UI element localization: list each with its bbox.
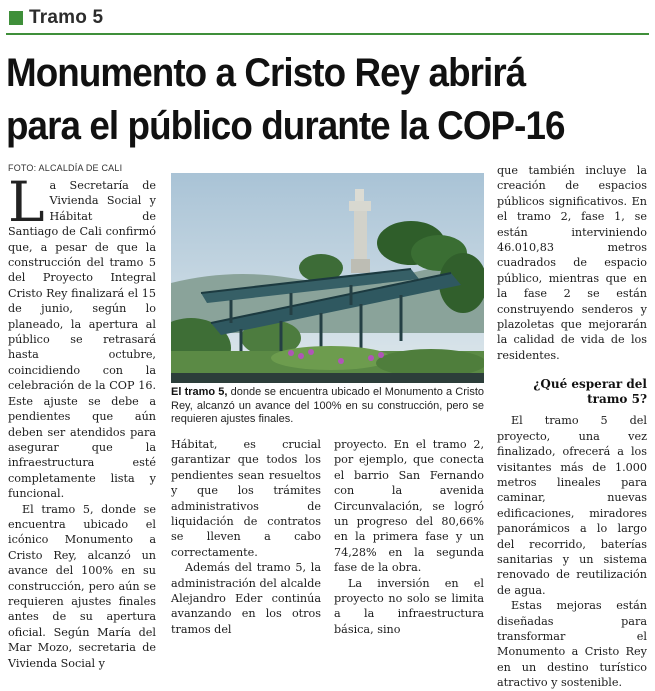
monument-illustration: [171, 173, 484, 383]
article-paragraph: Estas mejoras están diseñadas para transformar el Monumento a Cristo Rey en un destino turístico atractivo y sostenible.: [497, 599, 647, 690]
article-paragraph: Además del tramo 5, la administración del alcalde Alejandro Eder continúa avanzando en los otros tramos del: [171, 561, 321, 636]
article-paragraph: El tramo 5 del proyecto, una vez finalizado, ofrecerá a los visitantes más de 1.000 metros lineales para caminar, nuevas edificaciones, miradores panorámicos a lo largo del recorrido, baterías sanitarias y un sistema renovado de reutilización de agua.: [497, 414, 647, 597]
caption-text: donde se encuentra ubicado el Monumento a Cristo Rey, alcanzó un avance del 100% en su construcción, pero se requieren ajustes finales.: [171, 386, 485, 425]
article-column-1: [8, 170, 156, 671]
article-paragraph: El tramo 5, donde se encuentra ubicado el icónico Monumento a Cristo Rey, alcanzó un avance del 100% en su construcción, pero aún se requieren ajustes finales antes de su apertura oficial. Según María del Mar Mozo, secretaria de Vivienda Social y: [8, 502, 156, 670]
headline-line-1: Monumento a Cristo Rey abrirá: [6, 51, 526, 95]
article-column-3: [334, 437, 484, 637]
paragraph-text: a Secretaría de Vivienda Social y Hábitat de Santiago de Cali confirmó que, a pesar de que la construcción del tramo 5 del Proyecto Integral Cristo Rey finalizará el 15 de junio, según lo planeado, la apertura al público se retrasará hasta octubre, coincidiendo con la celebración de la COP 16. Este ajuste se debe a pendientes que aún deben ser atendidos para asegurar que la infraestructura esté completamente lista y funcional.: [8, 179, 156, 501]
headline: [6, 47, 599, 153]
article-paragraph: proyecto. En el tramo 2, por ejemplo, que conecta el barrio San Fernando con la avenida Circunvalación, se logró un progreso del 80,66% en la primera fase y un 74,28% en la segunda fase de la obra.: [334, 438, 484, 575]
photo-caption: [171, 386, 484, 427]
article-column-4: [497, 163, 647, 691]
drop-cap: L: [8, 170, 45, 234]
article-subhead: ¿Qué esperar del tramo 5?: [533, 377, 647, 407]
headline-line-2: para el público durante la COP-16: [6, 104, 565, 148]
photo-block: [171, 173, 484, 430]
monument-photo: [171, 173, 484, 383]
article-paragraph: que también incluye la creación de espacios públicos significativos. En el tramo 2, fase 1, se están interviniendo 46.010,83 metros cuadrados de espacio público, mientras que en la fase 2 se están construyendo senderos y plazoletas que mejorarán la calidad de vida de los residentes.: [497, 164, 647, 362]
section-label: Tramo 5: [29, 7, 104, 28]
caption-lead: El tramo 5,: [171, 386, 228, 398]
article-paragraph: La inversión en el proyecto no solo se limita a la infraestructura básica, sino: [334, 576, 484, 636]
header-rule: [6, 33, 649, 35]
section-tag: [9, 7, 103, 29]
photo-credit: FOTO: ALCALDÍA DE CALI: [8, 163, 123, 173]
article-paragraph: [8, 170, 156, 502]
article-column-2: [171, 437, 321, 637]
section-marker-square: [9, 11, 23, 25]
article-paragraph: Hábitat, es crucial garantizar que todos los pendientes sean resueltos y que los trámites administrativos de liquidación de contratos se lleven a cabo correctamente.: [171, 438, 321, 559]
